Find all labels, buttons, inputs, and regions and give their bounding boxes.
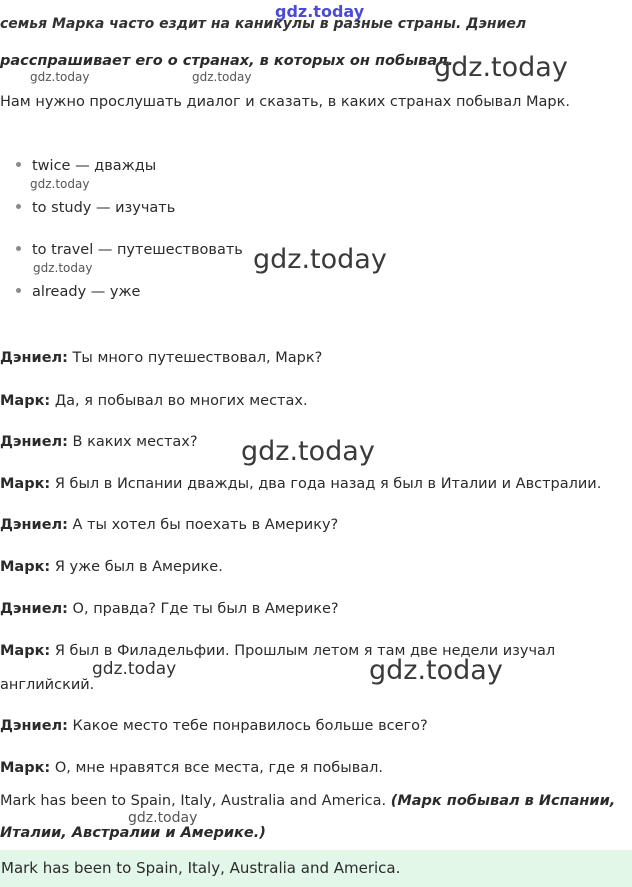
watermark: gdz.today bbox=[369, 655, 503, 686]
watermark: gdz.today bbox=[275, 2, 365, 21]
dialogue-text: Ты много путешествовал, Марк? bbox=[67, 350, 323, 366]
dialogue-line bbox=[0, 601, 339, 617]
dialogue-text: Я был в Испании дважды, два года назад я был в Италии и Австралии. bbox=[50, 476, 602, 492]
dialogue-text: Да, я побывал во многих местах. bbox=[50, 393, 308, 409]
speaker-label: Марк: bbox=[0, 643, 51, 659]
dialogue-text: Какое место тебе понравилось больше всего? bbox=[67, 718, 428, 734]
dialogue-text: В каких местах? bbox=[67, 434, 198, 450]
vocab-text: to travel — путешествовать bbox=[32, 242, 243, 258]
intro-line: расспрашивает его о странах, в которых он побывал. bbox=[0, 53, 454, 69]
answer-text: Mark has been to Spain, Italy, Australia and America. bbox=[1, 859, 401, 877]
dialogue-text: О, мне нравятся все места, где я побывал. bbox=[50, 760, 383, 776]
list-item bbox=[16, 242, 243, 258]
list-item bbox=[16, 200, 175, 216]
summary-translation: (Марк побывал в Испании, bbox=[390, 793, 616, 809]
watermark: gdz.today bbox=[30, 177, 90, 191]
watermark: gdz.today bbox=[434, 52, 568, 83]
dialogue-line bbox=[0, 559, 223, 575]
dialogue-continuation: английский. bbox=[0, 677, 95, 693]
watermark: gdz.today bbox=[33, 261, 93, 275]
watermark: gdz.today bbox=[253, 244, 387, 275]
bullet-icon bbox=[16, 204, 21, 209]
vocab-text: already — уже bbox=[32, 284, 141, 300]
dialogue-line bbox=[0, 393, 308, 409]
speaker-label: Марк: bbox=[0, 760, 51, 776]
watermark: gdz.today bbox=[192, 70, 252, 84]
intro-cut-line: семья Марка часто ездит на каникулы в разные страны. Дэниел bbox=[0, 16, 527, 32]
bullet-icon bbox=[16, 288, 21, 293]
speaker-label: Марк: bbox=[0, 393, 51, 409]
watermark: gdz.today bbox=[128, 810, 198, 826]
dialogue-text: Я был в Филадельфии. Прошлым летом я там две недели изучал bbox=[50, 643, 556, 659]
dialogue-text: Я уже был в Америке. bbox=[50, 559, 223, 575]
answer-box bbox=[0, 850, 632, 887]
dialogue-line bbox=[0, 718, 428, 734]
list-item bbox=[16, 158, 156, 174]
speaker-label: Дэниел: bbox=[0, 718, 68, 734]
dialogue-line bbox=[0, 350, 322, 366]
bullet-icon bbox=[16, 246, 21, 251]
summary-text: Mark has been to Spain, Italy, Australia and America. bbox=[0, 793, 391, 809]
speaker-label: Дэниел: bbox=[0, 517, 68, 533]
list-item bbox=[16, 284, 140, 300]
task-text: Нам нужно прослушать диалог и сказать, в каких странах побывал Марк. bbox=[0, 94, 570, 110]
dialogue-text: О, правда? Где ты был в Америке? bbox=[67, 601, 339, 617]
dialogue-line bbox=[0, 760, 383, 776]
summary-line bbox=[0, 793, 615, 809]
watermark: gdz.today bbox=[241, 436, 375, 467]
vocab-text: twice — дважды bbox=[32, 158, 157, 174]
vocab-text: to study — изучать bbox=[32, 200, 176, 216]
speaker-label: Дэниел: bbox=[0, 601, 68, 617]
dialogue-line bbox=[0, 476, 601, 492]
speaker-label: Марк: bbox=[0, 559, 51, 575]
dialogue-line bbox=[0, 517, 338, 533]
speaker-label: Марк: bbox=[0, 476, 51, 492]
bullet-icon bbox=[16, 162, 21, 167]
watermark: gdz.today bbox=[30, 70, 90, 84]
speaker-label: Дэниел: bbox=[0, 434, 68, 450]
dialogue-line bbox=[0, 434, 198, 450]
dialogue-text: А ты хотел бы поехать в Америку? bbox=[67, 517, 339, 533]
watermark: gdz.today bbox=[92, 659, 177, 679]
summary-translation: Италии, Австралии и Америке.) bbox=[0, 825, 266, 841]
speaker-label: Дэниел: bbox=[0, 350, 68, 366]
